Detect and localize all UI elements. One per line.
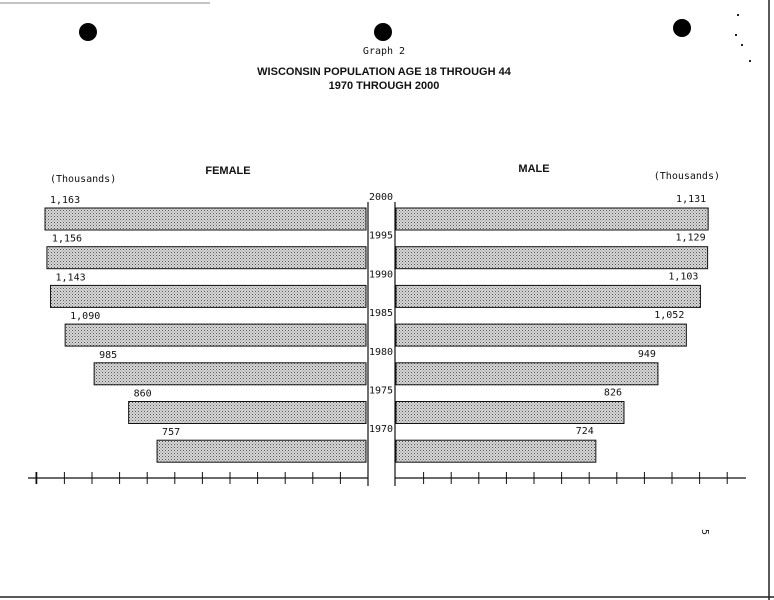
category-label-year: 2000 — [368, 192, 394, 203]
chart-title-line2: 1970 THROUGH 2000 — [328, 80, 440, 92]
data-label-male: 724 — [575, 426, 594, 438]
data-label-male: 826 — [603, 387, 622, 399]
bar-female — [94, 363, 366, 385]
data-label-female: 1,156 — [51, 233, 83, 245]
category-label-year: 1970 — [368, 424, 394, 436]
graph-label: Graph 2 — [362, 46, 406, 57]
data-label-male: 1,131 — [676, 194, 707, 205]
punch-hole-center — [374, 23, 392, 41]
unit-label-right: (Thousands) — [653, 171, 720, 182]
category-label-year: 1990 — [368, 269, 394, 281]
data-label-female: 860 — [133, 388, 152, 400]
speck — [749, 60, 751, 62]
series-label-male: MALE — [518, 163, 550, 175]
data-label-female: 1,090 — [70, 311, 101, 323]
page-number: 5 — [699, 528, 710, 536]
data-label-female: 757 — [162, 427, 181, 439]
bar-male — [396, 208, 708, 230]
bar-male — [396, 363, 658, 385]
speck — [741, 44, 743, 46]
punch-hole-left — [79, 23, 97, 41]
bar-female — [129, 402, 366, 424]
bar-female — [157, 440, 366, 462]
bar-male — [396, 247, 708, 269]
category-label-year: 1985 — [368, 308, 394, 320]
bar-female — [65, 324, 366, 346]
speck — [735, 34, 737, 36]
category-label-year: 1980 — [368, 346, 394, 358]
category-label-year: 1995 — [368, 230, 394, 242]
data-label-female: 1,143 — [55, 272, 86, 284]
data-label-male: 949 — [637, 348, 656, 360]
punch-hole-right — [673, 19, 691, 37]
bar-male — [396, 402, 624, 424]
series-label-female: FEMALE — [205, 165, 251, 177]
data-label-female: 1,163 — [50, 195, 81, 206]
bar-female — [51, 285, 366, 307]
category-label-year: 1975 — [368, 385, 394, 397]
data-label-male: 1,052 — [654, 310, 685, 322]
bar-male — [396, 285, 700, 307]
speck — [737, 14, 739, 16]
bar-female — [45, 208, 366, 230]
bar-male — [396, 440, 596, 462]
chart-title-line1: WISCONSIN POPULATION AGE 18 THROUGH 44 — [257, 66, 511, 78]
bar-female — [47, 247, 366, 269]
data-label-male: 1,103 — [668, 271, 699, 283]
data-label-male: 1,129 — [675, 232, 706, 244]
data-label-female: 985 — [99, 349, 118, 361]
bar-male — [396, 324, 686, 346]
unit-label-left: (Thousands) — [50, 174, 117, 185]
